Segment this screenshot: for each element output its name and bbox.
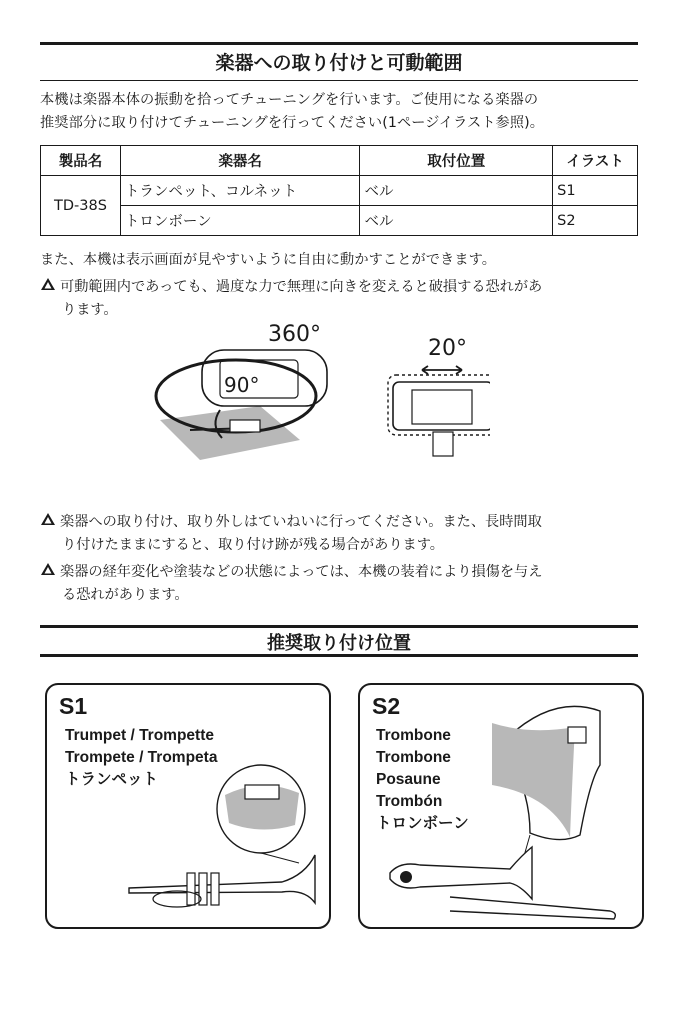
position-cell: ベル — [360, 206, 553, 236]
warning-2-line-1: 楽器への取り付け、取り外しはていねいに行ってください。また、長時間取 — [60, 514, 542, 530]
warning-2 — [40, 511, 640, 557]
valve — [187, 873, 195, 905]
swing-arrow — [422, 366, 462, 374]
valve — [211, 873, 219, 905]
card-s1-name: Trompete / Trompeta — [65, 749, 218, 766]
card-s1-id: S1 — [59, 693, 88, 719]
card-s2-id: S2 — [372, 693, 401, 719]
compatibility-table — [40, 145, 638, 236]
angle-rotate-label: 360° — [268, 322, 321, 347]
warning-triangle-icon — [40, 511, 60, 534]
header-instrument: 楽器名 — [120, 146, 360, 176]
card-s2-name: Trombone — [376, 727, 451, 744]
table-row — [41, 176, 638, 206]
angle-swing-label: 20° — [428, 336, 467, 361]
trombone-brace — [400, 871, 412, 883]
card-s2 — [358, 683, 644, 929]
header-position: 取付位置 — [360, 146, 553, 176]
intro-line-1: 本機は楽器本体の振動を拾ってチューニングを行います。ご使用になる楽器の — [40, 92, 539, 108]
title-underline — [40, 80, 638, 81]
warning-triangle-icon — [40, 276, 60, 299]
table-row — [41, 206, 638, 236]
illustration-cell: S1 — [553, 176, 638, 206]
trombone-illustration — [360, 685, 642, 927]
warning-3-line-1: 楽器の経年変化や塗装などの状態によっては、本機の装着により損傷を与え — [60, 564, 543, 580]
warning-3-line-2: る恐れがあります。 — [62, 587, 189, 603]
table-header-row — [41, 146, 638, 176]
angle-swing-value: 20 — [428, 336, 456, 361]
warning-triangle-icon — [40, 561, 60, 584]
angle-tilt-label: 90° — [224, 373, 260, 397]
angle-tilt-value: 90 — [224, 373, 250, 397]
header-illustration: イラスト — [553, 146, 638, 176]
section2-bottom-rule — [40, 654, 638, 657]
card-s2-name: Trombón — [376, 793, 443, 810]
card-s2-name: Trombone — [376, 749, 451, 766]
instrument-cell: トランペット、コルネット — [120, 176, 360, 206]
warning-1-line-1: 可動範囲内であっても、過度な力で無理に向きを変えると破損する恐れがあ — [60, 279, 543, 295]
card-s1-name: Trumpet / Trompette — [65, 727, 214, 744]
callout-line — [261, 853, 299, 863]
card-s2-name: トロンボーン — [376, 815, 469, 832]
section-title: 楽器への取り付けと可動範囲 — [215, 52, 463, 74]
section2-title: 推奨取り付け位置 — [267, 633, 411, 654]
product-cell: TD-38S — [41, 176, 121, 236]
warning-2-line-2: り付けたままにすると、取り付け跡が残る場合があります。 — [62, 537, 444, 553]
section2-top-rule — [40, 625, 638, 628]
header-product: 製品名 — [41, 146, 121, 176]
intro-line-2: 推奨部分に取り付けてチューニングを行ってください(1ページイラスト参照)。 — [40, 115, 545, 131]
clip-base — [230, 420, 260, 432]
tuner-clip-detail — [568, 727, 586, 743]
warning-1-line-2: ります。 — [62, 302, 118, 318]
angle-rotate-value: 360 — [268, 322, 310, 347]
movement-note: また、本機は表示画面が見やすいように自由に動かすことができます。 — [40, 252, 497, 268]
position-cell: ベル — [360, 176, 553, 206]
warning-1 — [40, 276, 640, 322]
card-s2-name: Posaune — [376, 771, 441, 788]
top-rule — [40, 42, 638, 45]
trumpet-illustration — [47, 685, 329, 927]
instrument-cell: トロンボーン — [120, 206, 360, 236]
card-s1 — [45, 683, 331, 929]
trumpet-body — [129, 855, 315, 903]
swing-screen — [412, 390, 472, 424]
trombone-body — [390, 847, 532, 899]
card-s1-name: トランペット — [65, 771, 159, 788]
warning-3 — [40, 561, 640, 607]
swing-clip — [433, 432, 453, 456]
illustration-cell: S2 — [553, 206, 638, 236]
tuner-clip-detail — [245, 785, 279, 799]
